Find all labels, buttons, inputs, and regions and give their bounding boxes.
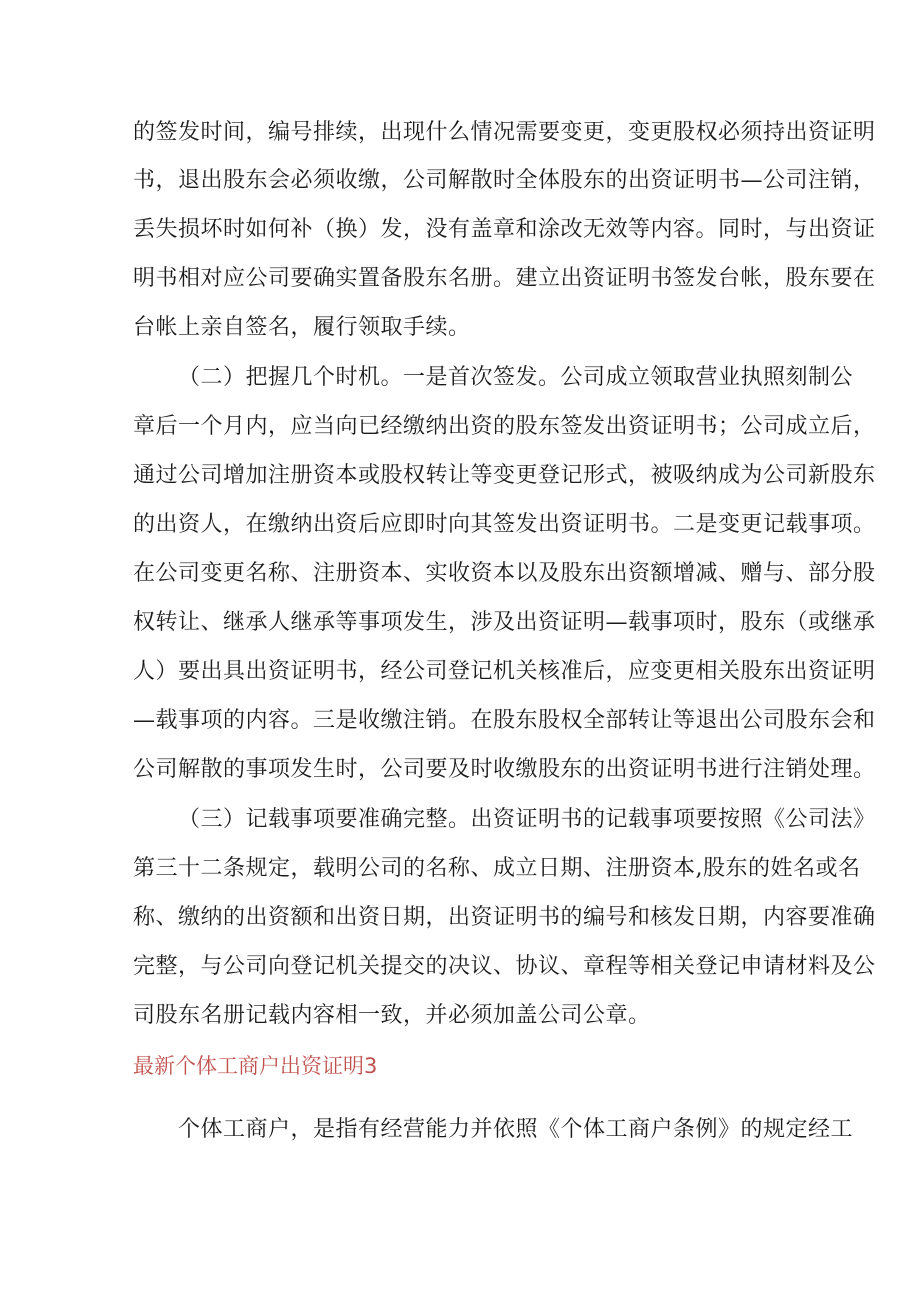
paragraph-2-line-2: 章后一个月内，应当向已经缴纳出资的股东签发出资证明书；公司成立后，: [133, 414, 876, 439]
paragraph-1-line-5: 台帐上亲自签名，履行领取手续。: [133, 315, 471, 340]
paragraph-3-line-5: 司股东名册记载内容相一致，并必须加盖公司公章。: [133, 1003, 651, 1028]
paragraph-3-line-4: 完整，与公司向登记机关提交的决议、协议、章程等相关登记申请材料及公: [133, 954, 876, 979]
section-heading: 最新个体工商户出资证明3: [133, 1054, 378, 1078]
paragraph-2-line-7: 人）要出具出资证明书，经公司登记机关核准后，应变更相关股东出资证明: [133, 659, 876, 684]
paragraph-2-line-1: （二）把握几个时机。一是首次签发。公司成立领取营业执照刻制公: [178, 365, 854, 390]
paragraph-1-line-2: 书，退出股东会必须收缴，公司解散时全体股东的出资证明书—公司注销，: [133, 168, 876, 193]
paragraph-3-line-3: 称、缴纳的出资额和出资日期，出资证明书的编号和核发日期，内容要准确: [133, 905, 876, 930]
paragraph-2-line-9: 公司解散的事项发生时，公司要及时收缴股东的出资证明书进行注销处理。: [133, 757, 876, 782]
paragraph-2-line-3: 通过公司增加注册资本或股权转让等变更登记形式，被吸纳成为公司新股东: [133, 463, 876, 488]
paragraph-1-line-4: 明书相对应公司要确实置备股东名册。建立出资证明书签发台帐，股东要在: [133, 266, 876, 291]
paragraph-2-line-4: 的出资人，在缴纳出资后应即时向其签发出资证明书。二是变更记载事项。: [133, 512, 876, 537]
paragraph-2-line-5: 在公司变更名称、注册资本、实收资本以及股东出资额增减、赠与、部分股: [133, 561, 876, 586]
paragraph-4-line-1: 个体工商户，是指有经营能力并依照《个体工商户条例》的规定经工: [178, 1117, 854, 1142]
paragraph-3-line-2: 第三十二条规定，载明公司的名称、成立日期、注册资本,股东的姓名或名: [133, 856, 861, 881]
paragraph-2-line-8: —载事项的内容。三是收缴注销。在股东股权全部转让等退出公司股东会和: [133, 708, 876, 733]
paragraph-1-line-3: 丢失损坏时如何补（换）发，没有盖章和涂改无效等内容。同时，与出资证: [133, 217, 876, 242]
paragraph-2-line-6: 权转让、继承人继承等事项发生，涉及出资证明—载事项时，股东（或继承: [133, 610, 876, 635]
paragraph-3-line-1: （三）记载事项要准确完整。出资证明书的记载事项要按照《公司法》: [178, 807, 876, 832]
paragraph-1-line-1: 的签发时间，编号排续，出现什么情况需要变更，变更股权必须持出资证明: [133, 120, 876, 145]
